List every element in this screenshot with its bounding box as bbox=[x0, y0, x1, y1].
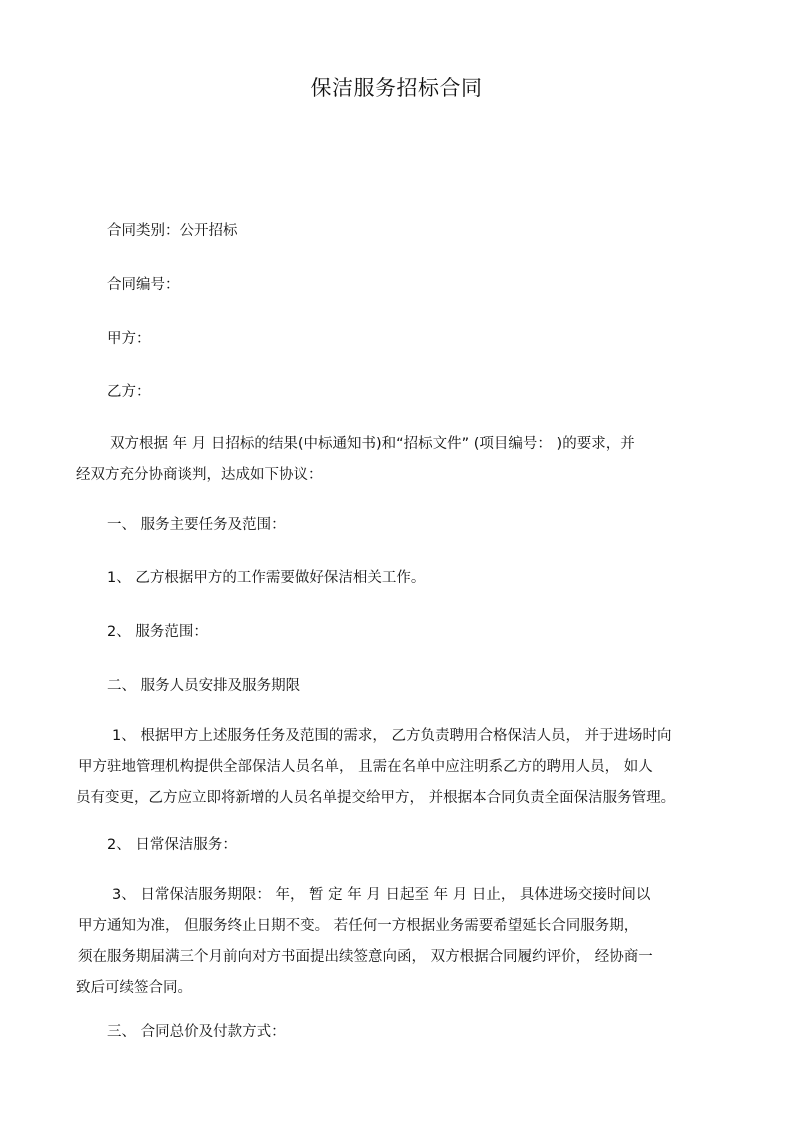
paragraph-line: 甲方通知为准， 但服务终止日期不变。 若任何一方根据业务需要希望延长合同服务期， bbox=[78, 918, 639, 934]
paragraph-line: 3、 日常保洁服务期限： 年， 暂 定 年 月 日起至 年 月 日止， 具体进场交接时间以 bbox=[112, 887, 651, 903]
intro-paragraph bbox=[76, 429, 635, 491]
paragraph-line: 致后可续签合同。 bbox=[76, 980, 192, 996]
party-b: 乙方： bbox=[107, 384, 151, 400]
section-2-heading: 二、 服务人员安排及服务期限 bbox=[107, 678, 301, 694]
contract-number: 合同编号： bbox=[107, 277, 180, 293]
document-title: 保洁服务招标合同 bbox=[310, 76, 483, 100]
section-1-item-2: 2、 服务范围： bbox=[107, 624, 208, 640]
party-a: 甲方： bbox=[107, 331, 151, 347]
section-3-heading: 三、 合同总价及付款方式： bbox=[107, 1024, 286, 1040]
paragraph-line: 甲方驻地管理机构提供全部保洁人员名单， 且需在名单中应注明系乙方的聘用人员， 如人 bbox=[78, 759, 653, 775]
paragraph-line: 1、 根据甲方上述服务任务及范围的需求， 乙方负责聘用合格保洁人员， 并于进场时向 bbox=[112, 728, 672, 744]
section-1-heading: 一、 服务主要任务及范围： bbox=[107, 517, 286, 533]
section-2-item-2: 2、 日常保洁服务： bbox=[107, 837, 237, 853]
intro-line: 双方根据 年 月 日招标的结果(中标通知书)和“招标文件” (项目编号： )的要求，并 bbox=[110, 436, 635, 452]
section-2-item-1 bbox=[76, 721, 675, 814]
contract-type: 合同类别：公开招标 bbox=[107, 223, 238, 239]
paragraph-line: 员有变更，乙方应立即将新增的人员名单提交给甲方， 并根据本合同负责全面保洁服务管理。 bbox=[76, 790, 676, 806]
intro-line: 经双方充分协商谈判，达成如下协议： bbox=[76, 467, 323, 483]
paragraph-line: 须在服务期届满三个月前向对方书面提出续签意向函， 双方根据合同履约评价， 经协商一 bbox=[78, 949, 653, 965]
section-1-item-1: 1、 乙方根据甲方的工作需要做好保洁相关工作。 bbox=[107, 570, 426, 586]
section-2-item-3 bbox=[76, 880, 653, 1004]
